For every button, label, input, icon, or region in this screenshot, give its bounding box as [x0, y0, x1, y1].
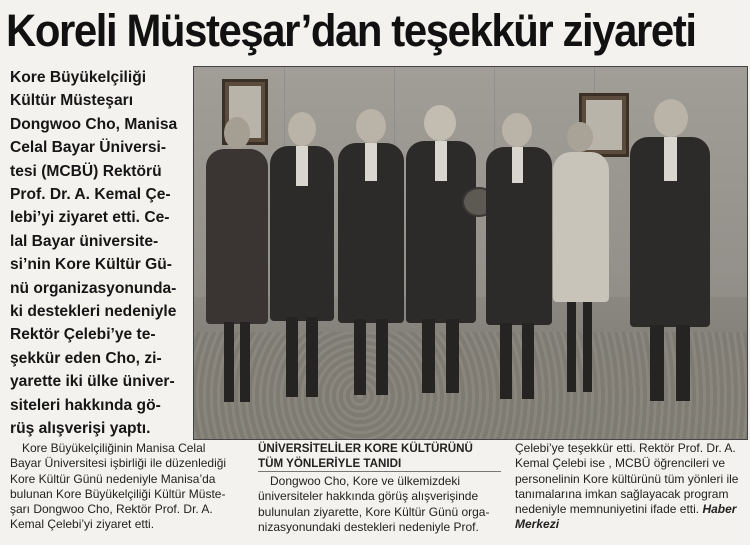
- lead-line: ki destekleri nedeniyle: [10, 303, 177, 321]
- person-figure: [266, 112, 336, 432]
- column-line-text: nedeniyle memnuniyetini ifade etti.: [515, 502, 700, 517]
- byline: Haber: [702, 502, 737, 517]
- column-line: Kore Kültür Günü nedeniyle Manisa’da: [10, 471, 216, 486]
- lead-line: lebi’yi ziyaret etti. Ce-: [10, 209, 170, 227]
- byline-continued: Merkezi: [515, 517, 560, 532]
- column-line: nizasyonundaki destekleri nedeniyle Prof.: [258, 519, 479, 534]
- subheading-line: TÜM YÖNLERİYLE TANIDI: [258, 457, 402, 470]
- lead-line: Dongwoo Cho, Manisa: [10, 115, 178, 133]
- column-line: bulunulan ziyarette, Kore Kültür Günü orga-: [258, 504, 490, 519]
- lead-line: Prof. Dr. A. Kemal Çe-: [10, 186, 171, 204]
- lead-line: si’nin Kore Kültür Gü-: [10, 256, 172, 274]
- column-line: personelinin Kore kültürünü tüm yönleri ile: [515, 471, 739, 486]
- article-column-1: [10, 441, 227, 533]
- lead-line: tesi (MCBÜ) Rektörü: [10, 162, 162, 180]
- lead-line: rüş alışverişi yaptı.: [10, 420, 151, 438]
- person-figure: [482, 113, 554, 433]
- column-line: Kemal Çelebi’yi ziyaret etti.: [10, 517, 155, 532]
- person-figure: [202, 117, 272, 437]
- article-column-2: [258, 441, 501, 535]
- column-line: Bayar Üniversitesi işbirliği ile düzenlediği: [10, 456, 227, 471]
- lead-line: lal Bayar üniversite-: [10, 232, 159, 250]
- column-line: Kore Büyükelçiliğinin Manisa Celal: [22, 441, 206, 455]
- lead-line: Celal Bayar Üniversi-: [10, 139, 167, 157]
- column-subheading: [258, 441, 501, 472]
- column-line: [515, 502, 747, 517]
- lead-line: siteleri hakkında gö-: [10, 396, 161, 414]
- lead-line: şekkür eden Cho, zi-: [10, 349, 162, 367]
- person-figure: [549, 122, 613, 432]
- column-line: Dongwoo Cho, Kore ve ülkemizdeki: [270, 474, 461, 488]
- lead-line: Rektör Çelebi’ye te-: [10, 326, 156, 344]
- column-line: üniversiteler hakkında görüş alışverişinde: [258, 489, 479, 504]
- subheading-line: ÜNİVERSİTELİLER KORE KÜLTÜRÜNÜ: [258, 442, 473, 455]
- column-line: Kemal Çelebi ise , MCBÜ öğrencileri ve: [515, 456, 726, 471]
- lead-paragraph: [10, 66, 190, 441]
- lead-line: Kore Büyükelçiliği: [10, 69, 147, 86]
- person-figure: [334, 109, 406, 429]
- person-figure: [624, 99, 714, 434]
- headline: Koreli Müsteşar’dan teşekkür ziyareti: [6, 5, 696, 56]
- column-line: Çelebi’ye teşekkür etti. Rektör Prof. Dr. A.: [515, 441, 736, 455]
- lead-line: yarette iki ülke üniver-: [10, 373, 175, 391]
- column-line: tanımalarına imkan sağlayacak program: [515, 486, 729, 501]
- group-photo: [193, 66, 748, 440]
- column-line: bulunan Kore Büyükelçiliği Kültür Müste-: [10, 486, 226, 501]
- lead-line: Kültür Müsteşarı: [10, 92, 134, 110]
- article-column-3: [515, 441, 747, 533]
- column-line: şarı Dongwoo Cho, Rektör Prof. Dr. A.: [10, 502, 213, 517]
- person-figure: [402, 105, 478, 425]
- lead-line: nü organizasyonunda-: [10, 279, 177, 297]
